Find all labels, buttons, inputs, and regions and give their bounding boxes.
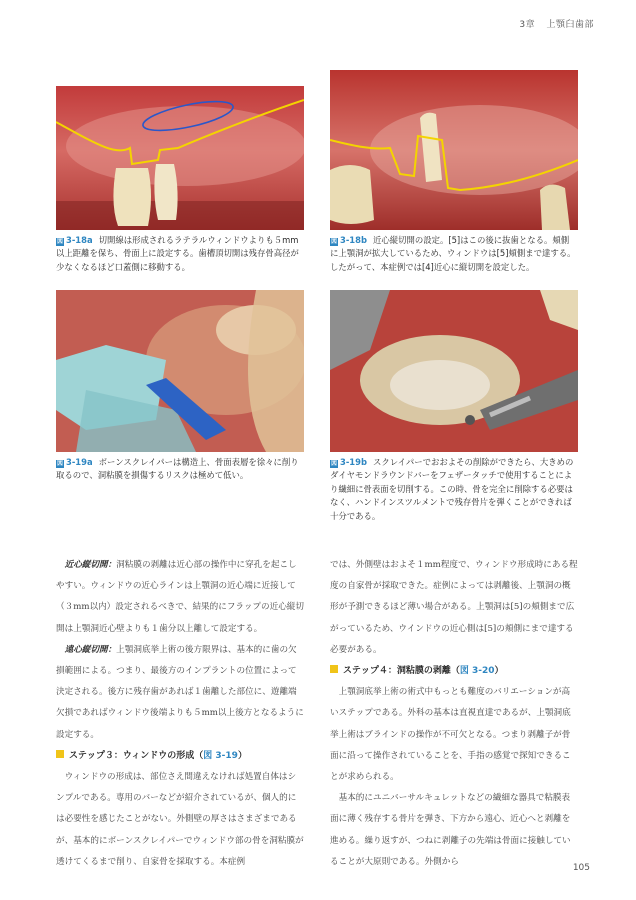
figure-label: 図 3-18b [330,235,367,245]
chapter-label: 3章 [519,20,536,30]
body-right-column [330,555,578,873]
figure-3-19a-photo [56,290,304,452]
figure-reference: 図 3-19 [203,750,238,761]
figure-3-18b-caption [330,234,576,274]
caption-text: 切開線は形成されるラテラルウィンドウよりも５mm以上距離を保ち、骨面上に設定する。歯槽頂切開は残存骨高径が少なくなるほど口蓋側に移動する。 [56,235,299,272]
running-header [519,17,594,30]
caption-text: ボーンスクレイパーは構造上、骨面表層を徐々に削り取るので、洞粘膜を損傷するリスクは極めて低い。 [56,457,299,481]
figure-label: 図 3-19a [56,457,93,467]
figure-3-19b-photo [330,290,578,452]
figure-marker-icon: 図 [330,238,337,245]
figure-marker-icon: 図 [56,460,63,467]
figure-label: 図 3-18a [56,235,93,245]
chapter-title: 上顎臼歯部 [546,20,594,30]
figure-marker-icon: 図 [330,460,337,467]
page-number: 105 [572,863,590,873]
figure-3-18a-photo [56,86,304,230]
figure-reference: 図 3-20 [459,666,495,677]
term-heading: 近心縦切開： [64,560,117,570]
figure-label: 図 3-19b [330,457,367,467]
body-left-column [56,555,304,873]
figure-marker-icon: 図 [56,238,63,245]
paragraph: ウィンドウの形成は、部位さえ間違えなければ処置自体はシンプルである。専用のバーなどが紹介されているが、個人的には必要性を感じたことがない。外側壁の厚さはさまざまであるが、基本的にボーンスクレイパーでウィンドウ部の骨を洞粘膜が透けてくるまで削り、自家骨を採取する。本症例 [56,772,304,867]
paragraph: 基本的にユニバーサルキュレットなどの繊細な器具で粘膜表面に薄く残存する骨片を弾き、下方から遠心、近心へと剥離を進める。繰り返すが、つねに剥離子の先端は骨面に接触していることが大原則である。外側から [330,793,571,867]
term-heading: 遠心縦切開： [64,644,117,655]
caption-text: スクレイパーでおおよその削除ができたら、大きめのダイヤモンドラウンドバーをフェザータッチで使用することにより繊細に骨表面を切削する。この時、骨を完全に削除する必要はなく、ハンドインスツルメントで残存骨片を弾くことができれば十分である。 [330,457,574,521]
figure-3-19a-caption [56,456,302,483]
figure-3-18b-photo [330,70,578,230]
paragraph: 遠心縦切開：上顎洞底挙上術の後方限界は、基本的に歯の欠損範囲による。つまり、最後方のインプラントの位置によって決定される。後方に残存歯があれば１歯離した部位に、遊離端欠損であればウィンドウ後端よりも５mm以上後方となるように設定する。 [56,644,304,740]
figure-3-19b-caption [330,456,576,523]
step-square-icon [330,665,338,673]
step-square-icon [56,750,64,758]
paragraph: 近心縦切開：洞粘膜の剥離は近心部の操作中に穿孔を起こしやすい。ウィンドウの近心ラインは上顎洞の近心端に近接して（３mm以内）設定されるべきで、結果的にフラップの近心縦切開は上顎洞近心壁よりも１歯分以上離して設定する。 [56,560,304,634]
figure-3-18a-caption [56,234,302,274]
caption-text: 近心縦切開の設定。[5]はこの後に抜歯となる。頬側に上顎洞が拡大しているため、ウィンドウは[5]頬側まで達する。したがって、本症例では[4]近心に縦切開を設定した。 [330,235,576,272]
step-heading: ステップ３：ウィンドウの形成（図 3-19） [56,746,304,767]
step-heading: ステップ４：洞粘膜の剥離（図 3-20） [330,661,578,682]
paragraph: では、外側壁はおよそ１mm程度で、ウィンドウ形成時にある程度の自家骨が採取できた。症例によっては剥離後、上顎洞の概形が予測できるほど薄い場合がある。上顎洞は[5]の頬側まで広がっているため、ウインドウの近心側は[5]の頬側にまで達する必要がある。 [330,560,578,655]
paragraph: 上顎洞底挙上術の術式中もっとも難度のバリエーションが高いステップである。外科の基本は直視直達であるが、上顎洞底挙上術はブラインドの操作が不可欠となる。つまり剥離子が骨面に沿って操作されていることを、手指の感覚で探知できることが求められる。 [330,687,571,783]
